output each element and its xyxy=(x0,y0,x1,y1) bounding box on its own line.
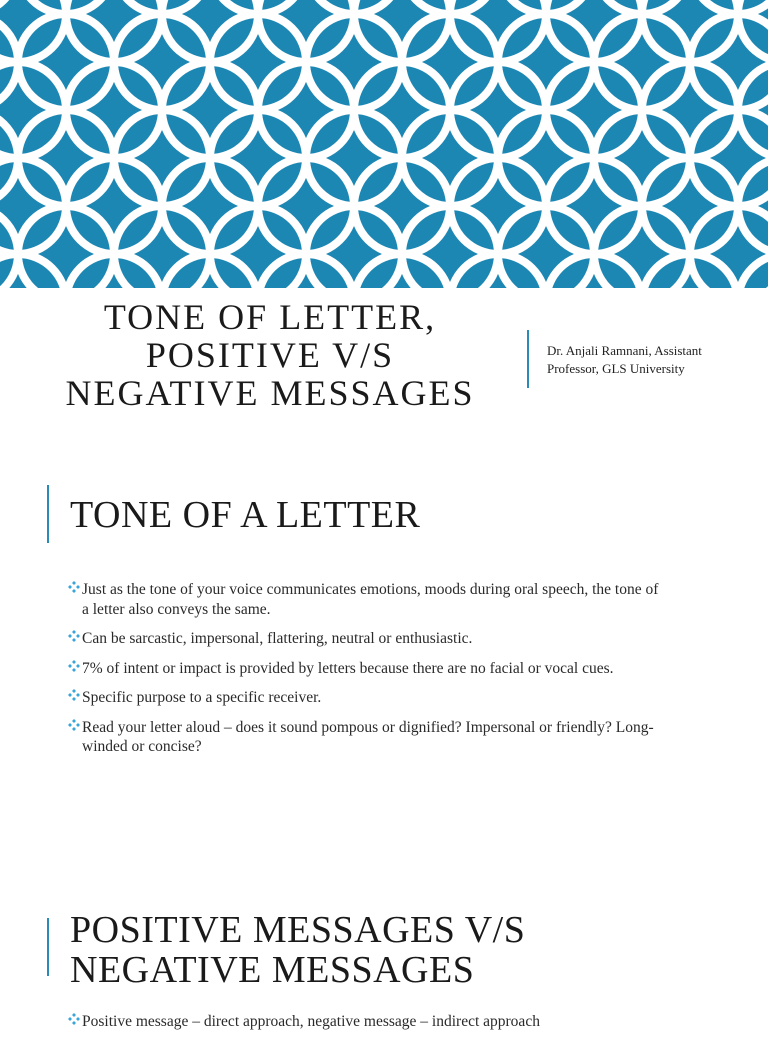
diamond-bullet-icon xyxy=(68,581,80,593)
list-item xyxy=(68,688,668,708)
diamond-bullet-icon xyxy=(68,689,80,701)
bullet-text: 7% of intent or impact is provided by letters because there are no facial or vocal cues. xyxy=(82,659,614,677)
bullet-text: Positive message – direct approach, negative message – indirect approach xyxy=(82,1013,540,1030)
list-item xyxy=(68,580,668,619)
slide3-bullet-list xyxy=(68,1012,668,1042)
list-item xyxy=(68,629,668,649)
slide3-heading xyxy=(70,910,525,990)
bullet-text: Just as the tone of your voice communicates emotions, moods during oral speech, the tone of a letter also conveys the same. xyxy=(82,581,659,618)
author-line-1: Dr. Anjali Ramnani, Assistant xyxy=(547,343,702,358)
heading-accent-bar xyxy=(47,918,49,976)
diamond-bullet-icon xyxy=(68,1013,80,1025)
slide3-heading-line-1: POSITIVE MESSAGES V/S xyxy=(70,909,526,951)
diamond-bullet-icon xyxy=(68,660,80,672)
ring-pattern xyxy=(0,0,768,288)
slide2-bullet-list xyxy=(68,580,668,767)
slide3-heading-line-2: NEGATIVE MESSAGES xyxy=(70,949,475,991)
pattern-banner xyxy=(0,0,768,288)
heading-accent-bar xyxy=(47,485,49,543)
bullet-text: Read your letter aloud – does it sound pompous or dignified? Impersonal or friendly? Long-winded or concise? xyxy=(82,718,654,755)
diamond-bullet-icon xyxy=(68,630,80,642)
list-item xyxy=(68,718,668,757)
list-item xyxy=(68,1012,668,1032)
title-line-3: NEGATIVE MESSAGES xyxy=(65,373,475,413)
author-divider xyxy=(527,330,529,388)
bullet-text: Can be sarcastic, impersonal, flattering, neutral or enthusiastic. xyxy=(82,630,473,647)
title-line-1: TONE OF LETTER, xyxy=(103,297,437,337)
title-line-2: POSITIVE V/S xyxy=(145,335,395,375)
diamond-bullet-icon xyxy=(68,719,80,731)
author-line-2: Professor, GLS University xyxy=(547,361,685,376)
list-item xyxy=(68,659,668,679)
author-info xyxy=(547,342,747,378)
bullet-text: Specific purpose to a specific receiver. xyxy=(82,689,322,706)
slide2-heading: TONE OF A LETTER xyxy=(70,494,421,536)
presentation-title xyxy=(30,298,510,412)
